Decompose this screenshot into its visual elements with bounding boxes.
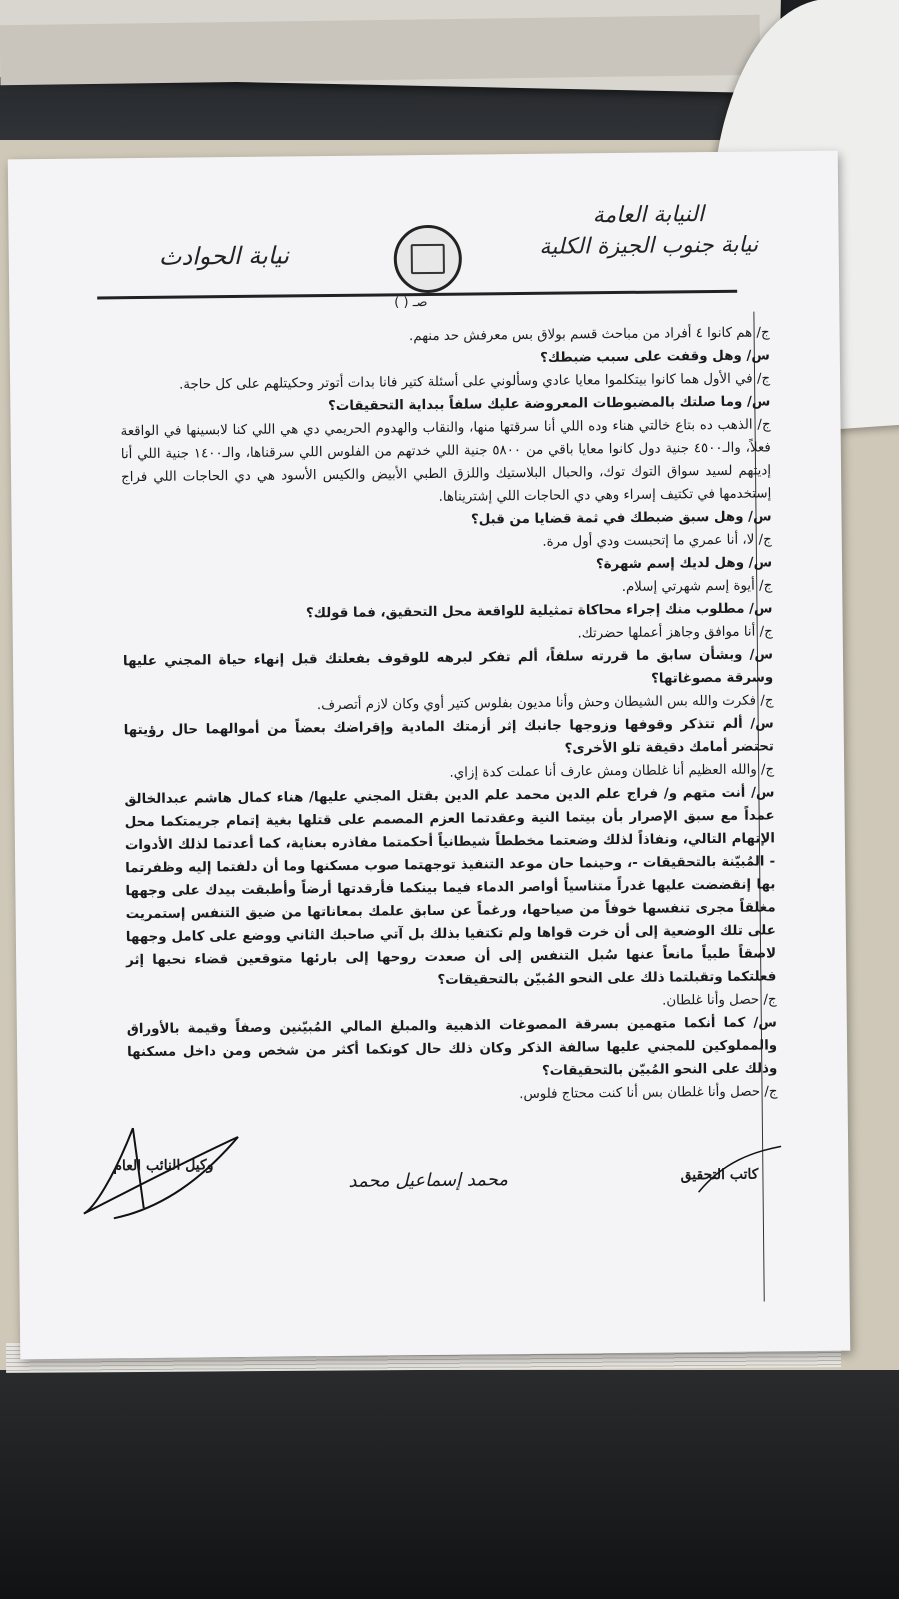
question-line: س/ وهل سبق ضبطك في ثمة قضايا من قبل؟ xyxy=(470,509,772,528)
answer-line: ج/ في الأول هما كانوا بيتكلموا معايا عادي وسألوني على أسئلة كتير فانا بدات أتوتر وحكيتلهم على كل حاجة. xyxy=(178,371,771,393)
page-reference: صـ ( ) xyxy=(394,294,428,311)
prosecution-seal-icon xyxy=(393,225,462,294)
answer-line: ج/ لا، أنا عمري ما إتحبست ودي أول مرة. xyxy=(542,532,772,550)
answer-line: ج/ أنا موافق وجاهز أعملها حضرتك. xyxy=(577,624,773,642)
question-line: س/ وما صلتك بالمضبوطات المعروضة عليك سلفاً ببداية التحقيقات؟ xyxy=(327,394,771,415)
paper-stack-top-layer xyxy=(0,15,760,86)
org-line-2: نيابة جنوب الجيزة الكلية xyxy=(539,232,759,260)
accused-signature-name: محمد إسماعيل محمد xyxy=(348,1169,509,1192)
header-office: نيابة الحوادث xyxy=(158,241,290,271)
answer-line: ج/ حصل وأنا غلطان. xyxy=(661,992,777,1009)
org-line-1: النيابة العامة xyxy=(592,202,705,229)
clerk-title: كاتب التحقيق xyxy=(680,1166,759,1184)
question-line: س/ وهل وقفت على سبب ضبطك؟ xyxy=(539,348,770,366)
question-line: س/ أنت متهم و/ فراج علم الدين محمد علم الدين بقتل المجني عليها/ هناء كمال هاشم عبدالخالق عمداً مع سبق الإصرار بأن بيتما النية وعقدتما العزم المصمم على قتلها بغية إتمام جريمتكما محل الإتهام التالي، ونفاذاً لذلك وضعتما مخططاً شيطانياً أحكمتما مفاذره بعناية، كما أعدتما لذلك الأدوات - المُبيّنة بالتحقيقات -، وحينما حان موعد التنفيذ توجهتما صوب مسكنها وما أن دلفتما إليه وظفرتما بها إنقضضت عليها غدراً متناسياً أواصر الدماء فيما بينكما فأرقدتها أرضاً وأطبقت بيدك على وجهها مغلقاً مجرى تنفسها خوفاً من صياحها، ورغماً عن سابق علمك بمعاناتها من ضيق التنفس إستمريت على تلك الوضعية إلى أن خرت قواها ولم تكتفيا بذلك بل آتي صاحبك الثاني ووضع على كامل وجهها لاصقاً طبياً مانعاً عنها سُبل التنفس إلى أن صعدت روحها إلى بارئها متوقعين قضاء نحبها إثر فعلتكما وتقبلتما ذلك على النحو المُبيّن بالتحقيقات؟ xyxy=(124,785,777,988)
question-line: س/ مطلوب منك إجراء محاكاة تمثيلية للواقعة محل التحقيق، فما قولك؟ xyxy=(305,601,773,622)
answer-line: ج/ فكرت والله بس الشيطان وحش وأنا مديون بفلوس كتير أوي وكان لازم أتصرف. xyxy=(316,693,774,714)
question-line: س/ وهل لديك إسم شهرة؟ xyxy=(595,555,773,573)
document-page xyxy=(8,151,851,1360)
header-organization xyxy=(518,201,779,260)
question-line: س/ وبشأن سابق ما قررته سلفاً، ألم تفكر لبرهه للوقوف بفعلتك قبل إنهاء حياة المجني عليها وسرقة مصوغاتها؟ xyxy=(122,647,774,687)
question-line: س/ كما أنكما متهمين بسرقة المصوغات الذهبية والمبلغ المالي المُبيّنين وصفاً وقيمة بالأوراق والمملوكين للمجني عليها سالفة الذكر وكان ذلك حال كونكما أكثر من شخص ومن داخل مسكنها وذلك على النحو المُبيّن بالتحقيقات؟ xyxy=(126,1015,778,1079)
answer-line: ج/ هم كانوا ٤ أفراد من مباحث قسم بولاق بس معرفش حد منهم. xyxy=(408,325,770,345)
question-line: س/ ألم تتذكر وقوفها وزوجها جانبك إثر أزمتك المادية وإقراضك بعضاً من أموالهما حال رؤيتها تحتضر أمامك دقيقة تلو الأخرى؟ xyxy=(123,716,775,757)
prosecutor-title: وكيل النائب العام xyxy=(113,1157,214,1175)
answer-line: ج/ أيوة إسم شهرتي إسلام. xyxy=(621,578,773,595)
answer-line: ج/ حصل وأنا غلطان بس أنا كنت محتاج فلوس. xyxy=(519,1084,778,1103)
document-content xyxy=(8,151,851,1360)
background-bottom xyxy=(0,1370,899,1599)
answer-line: ج/ الذهب ده بتاع خالتي هناء وده اللي أنا سرقتها منها، والنقاب والهدوم الحريمي دي هي اللي كنا لابسينها في الواقعة فعلاً، والـ٤٥٠٠ جنية دول كانوا معايا باقي من ٥٨٠٠ جنية اللي خدتهم من الفلوس اللي سرقناها، والـ١٤٠٠ جنية اللي أنا إديتهم لسيد سواق التوك توك، والحبال البلاستيك واللزق الطبي الأبيض والكيس الأسود هي دي الحاجات اللي فراج إستخدمها في تكتيف إسراء وهي دي الحاجات اللي إشتريناها. xyxy=(120,417,772,505)
interrogation-text xyxy=(120,321,778,1110)
answer-line: ج/ والله العظيم أنا غلطان ومش عارف أنا عملت كدة إزاي. xyxy=(449,762,775,781)
